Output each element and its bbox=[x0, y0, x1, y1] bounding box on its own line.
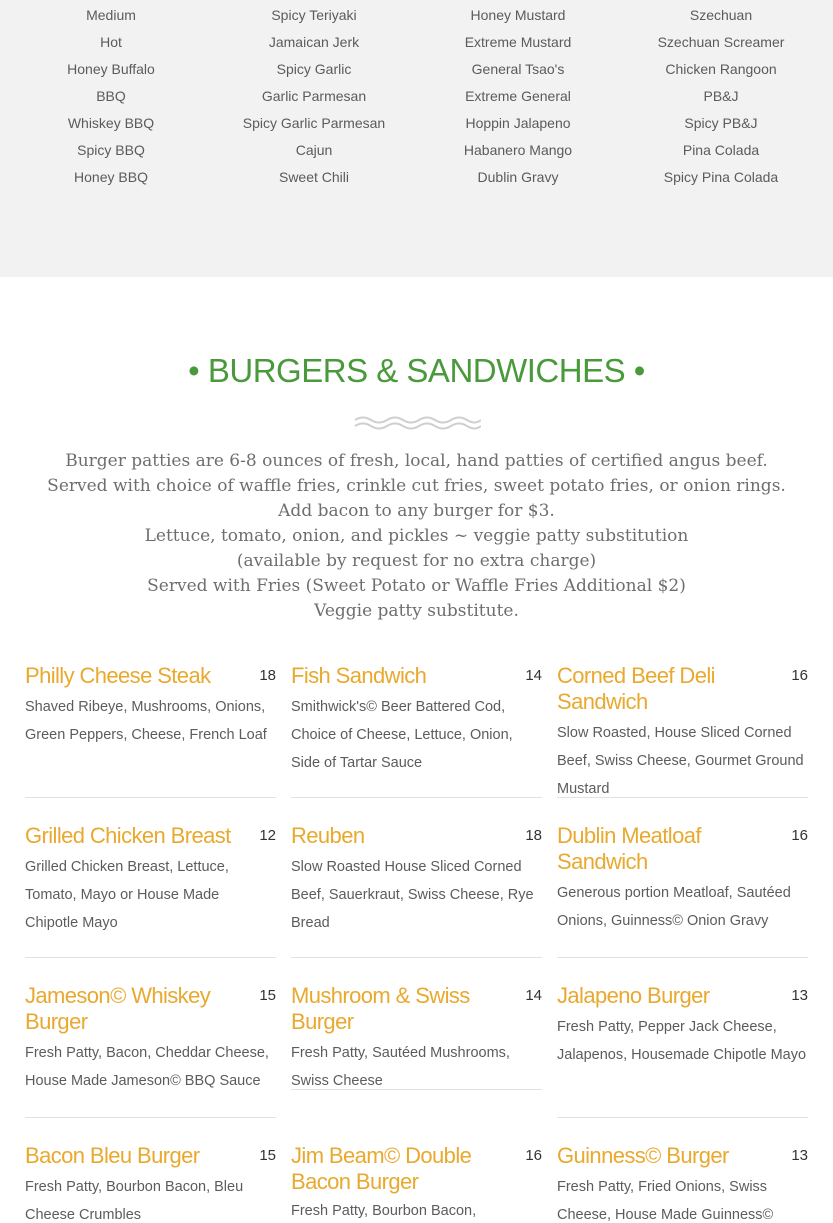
sauce-item: Jamaican Jerk bbox=[268, 34, 360, 50]
sauce-item: General Tsao's bbox=[471, 61, 565, 77]
sauce-item: Chicken Rangoon bbox=[665, 61, 777, 77]
item-divider bbox=[291, 957, 542, 958]
sauce-column-3 bbox=[418, 4, 618, 193]
menu-item-description: Slow Roasted, House Sliced Corned Beef, Swiss Cheese, Gourmet Ground Mustard bbox=[557, 725, 804, 797]
menu-item bbox=[557, 983, 808, 1069]
sauce-item: Spicy Pina Colada bbox=[663, 169, 779, 185]
menu-item-name: Bacon Bleu Burger bbox=[25, 1143, 200, 1168]
intro-line: Served with Fries (Sweet Potato or Waffle Fries Additional $2) bbox=[147, 576, 686, 596]
intro-line: Add bacon to any burger for $3. bbox=[278, 501, 555, 521]
sauce-item: Szechuan bbox=[689, 7, 753, 23]
item-divider bbox=[557, 957, 808, 958]
menu-item-description: Fresh Patty, Pepper Jack Cheese, Jalapenos, Housemade Chipotle Mayo bbox=[557, 1019, 807, 1063]
menu-item bbox=[25, 1143, 276, 1223]
menu-item-name: Fish Sandwich bbox=[291, 663, 427, 688]
menu-item-description: Fresh Patty, Bourbon Bacon, Bleu Cheese Crumbles bbox=[25, 1179, 244, 1223]
menu-item-description: Fresh Patty, Bourbon Bacon, bbox=[291, 1203, 477, 1219]
menu-item-name: Guinness© Burger bbox=[557, 1143, 729, 1168]
menu-item-price: 14 bbox=[525, 667, 542, 684]
menu-item-price: 13 bbox=[791, 987, 808, 1004]
menu-item-description: Fresh Patty, Fried Onions, Swiss Cheese, House Made Guinness© bbox=[557, 1179, 774, 1223]
item-divider bbox=[291, 1089, 542, 1090]
sauce-item: Garlic Parmesan bbox=[261, 88, 367, 104]
menu-item-name: Corned Beef Deli Sandwich bbox=[557, 663, 715, 714]
menu-item-description: Generous portion Meatloaf, Sautéed Onions, Guinness© Onion Gravy bbox=[557, 885, 791, 929]
menu-item bbox=[557, 663, 808, 803]
menu-item-price: 18 bbox=[259, 667, 276, 684]
sauce-column-2 bbox=[214, 4, 414, 193]
sauce-item: Hot bbox=[100, 34, 122, 50]
menu-item bbox=[557, 823, 808, 935]
menu-item-price: 16 bbox=[525, 1147, 542, 1164]
item-divider bbox=[291, 797, 542, 798]
sauce-item: Spicy Garlic bbox=[276, 61, 352, 77]
sauce-item: Sweet Chili bbox=[278, 169, 350, 185]
sauce-item: Spicy PB&J bbox=[684, 115, 758, 131]
sauce-item: Spicy Garlic Parmesan bbox=[242, 115, 386, 131]
menu-item-description: Shaved Ribeye, Mushrooms, Onions, Green Peppers, Cheese, French Loaf bbox=[25, 699, 267, 743]
menu-item-name: Jalapeno Burger bbox=[557, 983, 710, 1008]
sauce-item: Extreme General bbox=[465, 88, 571, 104]
menu-item-price: 16 bbox=[791, 667, 808, 684]
section-intro bbox=[0, 449, 833, 624]
menu-item-price: 16 bbox=[791, 827, 808, 844]
item-divider bbox=[25, 797, 276, 798]
menu-item-name: Philly Cheese Steak bbox=[25, 663, 211, 688]
menu-item-name: Mushroom & Swiss Burger bbox=[291, 983, 470, 1034]
sauce-item: Medium bbox=[86, 7, 136, 23]
wave-divider-icon bbox=[353, 414, 481, 432]
menu-item-description: Slow Roasted House Sliced Corned Beef, Sauerkraut, Swiss Cheese, Rye Bread bbox=[291, 859, 534, 931]
sauce-item: Pina Colada bbox=[682, 142, 760, 158]
menu-item-description: Fresh Patty, Bacon, Cheddar Cheese, House Made Jameson© BBQ Sauce bbox=[25, 1045, 269, 1089]
sauce-item: Hoppin Jalapeno bbox=[465, 115, 571, 131]
sauce-item: Dublin Gravy bbox=[477, 169, 559, 185]
item-divider bbox=[25, 957, 276, 958]
sauce-item: Szechuan Screamer bbox=[657, 34, 785, 50]
sauce-item: Honey Buffalo bbox=[67, 61, 155, 77]
item-divider bbox=[557, 797, 808, 798]
sauce-column-1 bbox=[11, 4, 211, 193]
menu-item bbox=[25, 823, 276, 937]
sauce-list-section bbox=[0, 0, 833, 277]
intro-line: Served with choice of waffle fries, crinkle cut fries, sweet potato fries, or onion rings. bbox=[47, 476, 786, 496]
sauce-item: Honey BBQ bbox=[74, 169, 148, 185]
sauce-column-4 bbox=[621, 4, 821, 193]
menu-item bbox=[25, 663, 276, 749]
intro-line: Lettuce, tomato, onion, and pickles ~ veggie patty substitution bbox=[144, 526, 689, 546]
sauce-item: Habanero Mango bbox=[463, 142, 573, 158]
menu-item bbox=[291, 983, 542, 1095]
menu-item-price: 15 bbox=[259, 987, 276, 1004]
menu-item-description: Fresh Patty, Sautéed Mushrooms, Swiss Cheese bbox=[291, 1045, 510, 1089]
menu-item bbox=[291, 1143, 542, 1223]
menu-item bbox=[291, 823, 542, 937]
menu-item-name: Reuben bbox=[291, 823, 365, 848]
menu-item-description: Smithwick's© Beer Battered Cod, Choice of Cheese, Lettuce, Onion, Side of Tartar Sauce bbox=[291, 699, 513, 771]
menu-item-name: Jim Beam© Double Bacon Burger bbox=[291, 1143, 472, 1194]
sauce-item: PB&J bbox=[703, 88, 739, 104]
sauce-item: Spicy Teriyaki bbox=[271, 7, 357, 23]
item-divider bbox=[557, 1117, 808, 1118]
menu-item bbox=[557, 1143, 808, 1223]
menu-item bbox=[25, 983, 276, 1095]
sauce-item: Spicy BBQ bbox=[77, 142, 145, 158]
sauce-item: Honey Mustard bbox=[470, 7, 566, 23]
sauce-item: Whiskey BBQ bbox=[67, 115, 155, 131]
sauce-item: Cajun bbox=[295, 142, 333, 158]
intro-line: Burger patties are 6-8 ounces of fresh, local, hand patties of certified angus beef. bbox=[65, 451, 768, 471]
menu-item-name: Grilled Chicken Breast bbox=[25, 823, 231, 848]
menu-item-name: Dublin Meatloaf Sandwich bbox=[557, 823, 701, 874]
intro-line: (available by request for no extra charge) bbox=[236, 551, 597, 571]
menu-item-price: 13 bbox=[791, 1147, 808, 1164]
menu-item bbox=[291, 663, 542, 777]
intro-line: Veggie patty substitute. bbox=[314, 601, 519, 621]
sauce-item: BBQ bbox=[96, 88, 126, 104]
menu-item-price: 14 bbox=[525, 987, 542, 1004]
section-title: • BURGERS & SANDWICHES • bbox=[188, 352, 645, 389]
menu-item-price: 12 bbox=[259, 827, 276, 844]
sauce-item: Extreme Mustard bbox=[464, 34, 572, 50]
menu-item-description: Grilled Chicken Breast, Lettuce, Tomato, Mayo or House Made Chipotle Mayo bbox=[25, 859, 229, 931]
menu-item-price: 15 bbox=[259, 1147, 276, 1164]
menu-item-price: 18 bbox=[525, 827, 542, 844]
item-divider bbox=[25, 1117, 276, 1118]
menu-item-name: Jameson© Whiskey Burger bbox=[25, 983, 211, 1034]
